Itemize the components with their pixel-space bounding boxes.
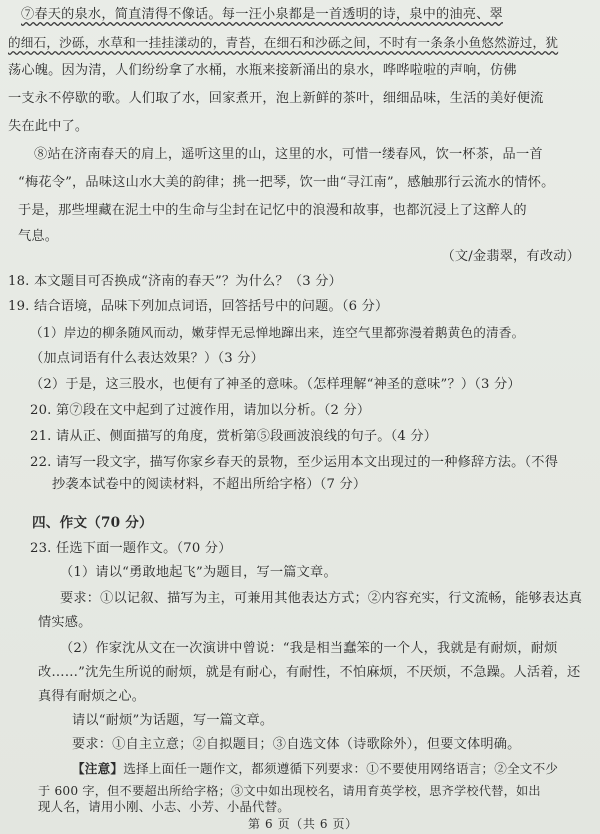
question-22-cont: 抄袭本试卷中的阅读材料，不超出所给字格）（7 分）: [52, 477, 367, 492]
page-footer: 第 6 页（共 6 页）: [248, 817, 358, 831]
topic-1-requirements-cont: 情实感。: [38, 615, 92, 630]
topic-2-cont: 真得有耐烦之心。: [38, 689, 146, 704]
passage-line: ⑧站在济南春天的肩上，遥听这里的山，这里的水，可惜一缕春风，饮一杯茶，品一首: [34, 147, 543, 162]
question-23: 23. 任选下面一题作文。（70 分）: [30, 541, 232, 556]
note-text: 选择上面任一题作文，都须遵循下列要求：①不要使用网络语言；②全文不少: [123, 761, 559, 776]
topic-2: （2）作家沈从文在一次演讲中曾说：“我是相当蠢笨的一个人，我就是有耐烦，耐烦: [60, 641, 558, 656]
question-19-1: （1）岸边的柳条随风而动，嫩芽悍无忌惮地蹿出来，连空气里都弥漫着鹅黄色的清香。: [30, 325, 525, 340]
question-20: 20. 第⑦段在文中起到了过渡作用，请加以分析。（2 分）: [30, 403, 371, 418]
passage-line: 一支永不停歇的歌。人们取了水，回家煮开，泡上新鲜的茶叶，细细品味，生活的美好便流: [8, 91, 544, 106]
topic-2-prompt: 请以“耐烦”为话题，写一篇文章。: [72, 713, 274, 728]
question-19-2: （2）于是，这三股水，也便有了神圣的意味。（怎样理解“神圣的意味”？）（3 分）: [30, 377, 521, 392]
note-label: 【注意】: [72, 761, 124, 776]
question-19: 19. 结合语境，品味下列加点词语，回答括号中的问题。（6 分）: [8, 299, 389, 314]
question-18: 18. 本文题目可否换成“济南的春天”？为什么？（3 分）: [8, 274, 342, 289]
passage-line: ⑦春天的泉水，简直清得不像话。每一汪小泉都是一首透明的诗，泉中的油亮、翠: [21, 7, 503, 22]
question-21: 21. 请从正、侧面描写的角度，赏析第⑤段画波浪线的句子。（4 分）: [30, 429, 438, 444]
passage-source: （文/金翡翠，有改动）: [441, 249, 580, 264]
topic-1-requirements: 要求：①以记叙、描写为主，可兼用其他表达方式；②内容充实，行文流畅，能够表达真: [60, 591, 583, 606]
topic-2-requirements: 要求：①自主立意；②自拟题目；③自选文体（诗歌除外），但要文体明确。: [72, 737, 521, 752]
passage-line: 于是，那些埋藏在泥土中的生命与尘封在记忆中的浪漫和故事，也都沉浸上了这醉人的: [18, 203, 527, 218]
passage-line: 的细石，沙砾，水草和一挂挂漾动的，青苔，在细石和沙砾之间，不时有一条条小鱼悠然游过，犹: [8, 35, 559, 50]
passage-line: 荡心魄。因为清，人们纷纷拿了水桶，水瓶来接新涌出的泉水，哗哗啦啦的声响，仿佛: [8, 63, 517, 78]
passage-line: 失在此中了。: [8, 119, 89, 134]
question-22: 22. 请写一段文字，描写你家乡春天的景物，至少运用本文出现过的一种修辞方法。（不得: [30, 455, 559, 470]
passage-line: “梅花令”，品味这山水大美的韵律；挑一把琴，饮一曲“寻江南”，感触那行云流水的情怀。: [18, 175, 555, 190]
section-title: 四、作文（70 分）: [32, 515, 153, 531]
note-cont-2: 现人名，请用小刚、小志、小芳、小晶代替。: [38, 799, 290, 814]
passage-line: 气息。: [18, 229, 59, 244]
note-cont: 于 600 字，但不要超出所给字格；③文中如出现校名，请用育英学校，思齐学校代替，如出: [38, 784, 541, 798]
topic-2-cont: 改……”沈先生所说的耐烦，就是有耐心，有耐性，不怕麻烦，不厌烦，不急躁。人活着，还: [38, 665, 581, 680]
note: [72, 760, 558, 778]
question-19-1-prompt: （加点词语有什么表达效果？）（3 分）: [30, 351, 264, 366]
topic-1: （1）请以“勇敢地起飞”为题目，写一篇文章。: [60, 565, 337, 580]
